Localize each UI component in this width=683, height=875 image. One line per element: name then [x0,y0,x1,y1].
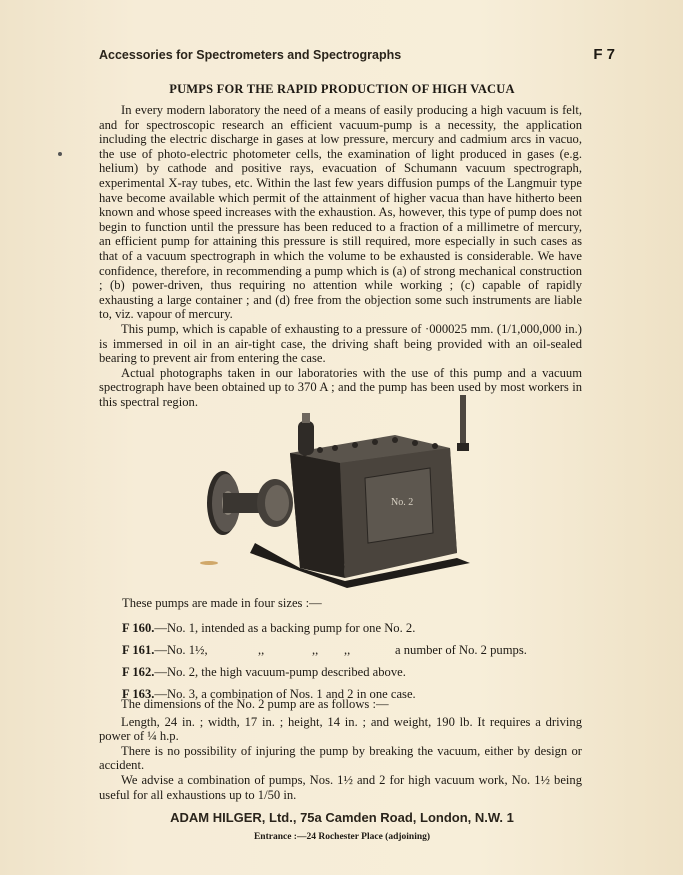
paragraph: Length, 24 in. ; width, 17 in. ; height, 14 in. ; and weight, 190 lb. It requires a driving power of ¼ h.p. [99,714,582,744]
size-row: F 160.—No. 1, intended as a backing pump for one No. 2. [122,621,416,635]
dimensions-text [99,697,582,802]
paragraph: We advise a combination of pumps, Nos. 1½ and 2 for high vacuum work, No. 1½ being useful for all exhaustions up to 1/50 in. [99,772,582,802]
paragraph: In every modern laboratory the need of a means of easily producing a high vacuum is felt, and for spectroscopic research an efficient vacuum-pump is a necessity, the application including the electric discharge in gases at low pressure, mercury and cadmium arcs in vacuo, the use of photo-electric photometer cells, the examination of light produced in gases (e.g. helium) by cathode and positive rays, evacuation of Schumann vacuum spectrograph, experimental X-ray tubes, etc. Within the last few years diffusion pumps of the Langmuir type have become available which permit of the attainment of higher vacua than have hitherto been known and whose speed increases with the exhaustion. As, however, this type of pump does not begin to function until the pressure has been reduced to a fraction of a millimetre of mercury, an efficient pump for attaining this pressure is still required, more especially in such cases as that of a vacuum spectrograph in which the volume to be exhausted is considerable. We have confidence, therefore, in recommending a pump which is (a) of strong mechanical construction ; (b) power-driven, thus requiring no attention while working ; (c) capable of rapidly exhausting a large container ; and (d) free from the objection some such instruments are liable to, viz. vapour of mercury. [99,103,582,322]
paragraph: There is no possibility of injuring the pump by breaking the vacuum, either by design or accident. [99,743,582,773]
ditto-mark: ,, [258,643,265,657]
sizes-intro: These pumps are made in four sizes :— [122,596,322,610]
size-row: F 162.—No. 2, the high vacuum-pump described above. [122,665,406,679]
paragraph: This pump, which is capable of exhausting to a pressure of ·000025 mm. (1/1,000,000 in.) is immersed in oil in an air-tight case, the driving shaft being provided with an oil-sealed bearing to prevent air from entering the case. [99,321,582,366]
size-description: a number of No. 2 pumps. [395,643,527,657]
size-row: F 161.—No. 1½, ,, ,, ,, a number of No. 2 pumps. [122,643,527,657]
dimensions-intro: The dimensions of the No. 2 pump are as follows :— [121,697,389,711]
catalogue-code: F 163. [122,687,155,701]
margin-dot [58,152,62,156]
entrance-note: Entrance :—24 Rochester Place (adjoining) [253,832,431,842]
ditto-mark: ,, [312,643,319,657]
catalogue-code: F 162. [122,665,155,679]
publisher-address: ADAM HILGER, Ltd., 75a Camden Road, London, N.W. 1 [170,810,514,825]
page-title: PUMPS FOR THE RAPID PRODUCTION OF HIGH VACUA [169,82,515,96]
catalogue-code: F 160. [122,621,155,635]
pump-sizes [122,596,582,709]
running-head: Accessories for Spectrometers and Spectrographs [99,48,402,62]
vacuum-pump-photograph [195,393,475,588]
ditto-mark: ,, [344,643,351,657]
catalogue-code: F 161. [122,643,155,657]
body-text [99,103,582,409]
size-row: F 163.—No. 3, a combination of Nos. 1 and 2 in one case. [122,687,416,701]
paragraph: Actual photographs taken in our laboratories with the use of this pump and a vacuum spectrograph have been obtained up to 370 A ; and the pump has been used by most workers in this spectral region. [99,365,582,409]
page-number: F 7 [593,46,615,63]
pump-plate-label: No. 2 [391,497,414,508]
